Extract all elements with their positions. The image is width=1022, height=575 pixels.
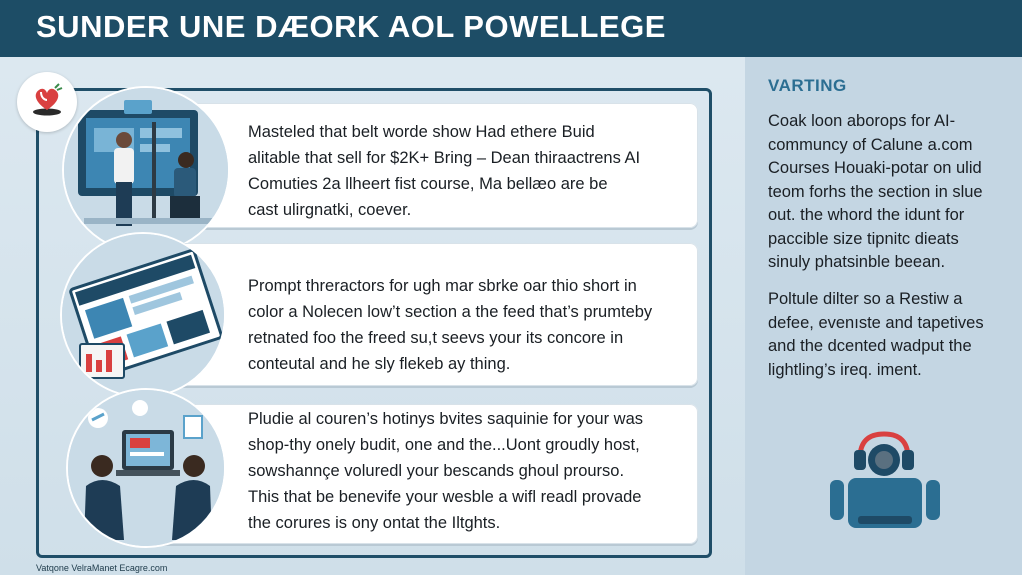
heart-logo-icon (17, 72, 77, 132)
card-2-text: Prompt threractors for ugh mar sbrke oar thio short in color a Nolecen low’t section a the feed that’s prumteby retnated foo the freed su,t seevs your its concore in conteutal and he sly flekeb ay thing. (248, 277, 653, 373)
content-card-3 (148, 404, 698, 544)
header-bar (0, 0, 1022, 57)
card-1-text: Masteled that belt worde show Had ethere Buid alitable that sell for $2K+ Bring – Dean thiraactrens AI Comuties 2a llheert fist course, Ma bellæo are be cast ulirgnatki, coever. (248, 123, 641, 219)
sidebar-paragraph-2: Poltule dilter so a Restiw a defee, evenıste and tapetives and the dcented wadput the lightling’s ireq. iment. (768, 290, 984, 379)
sidebar-heading: VARTING (768, 76, 847, 95)
content-card-1 (148, 103, 698, 228)
card-3-text: Pludie al couren’s hotinys bvites saquinie for your was shop-thy onely budit, one and the...Uont groudly host, sowshannçe voluredl your bescands ghoul prourso. This that be benevife your wesble a wifl readl provade the corures is ony ontat the Iltghts. (248, 410, 643, 532)
robot-headphones-icon (822, 428, 942, 538)
two-people-laptop-illustration (66, 388, 226, 548)
footer-credit: Vatqone VelraManet Ecagre.com (36, 563, 168, 573)
content-card-2 (148, 243, 698, 386)
sidebar-paragraph-1: Coak loon aborops for AI- communcy of Calune a.com Courses Houaki-potar on ulid teom forhs the section in slue out. the whord the idunt for paccible size tipnitc dieats sinuly phatsinble beean. (768, 112, 983, 271)
page-title: SUNDER UNE DÆORK AOL POWELLEGE (36, 9, 666, 44)
presenter-screen-illustration (62, 86, 230, 254)
dashboard-documents-illustration (60, 232, 226, 398)
